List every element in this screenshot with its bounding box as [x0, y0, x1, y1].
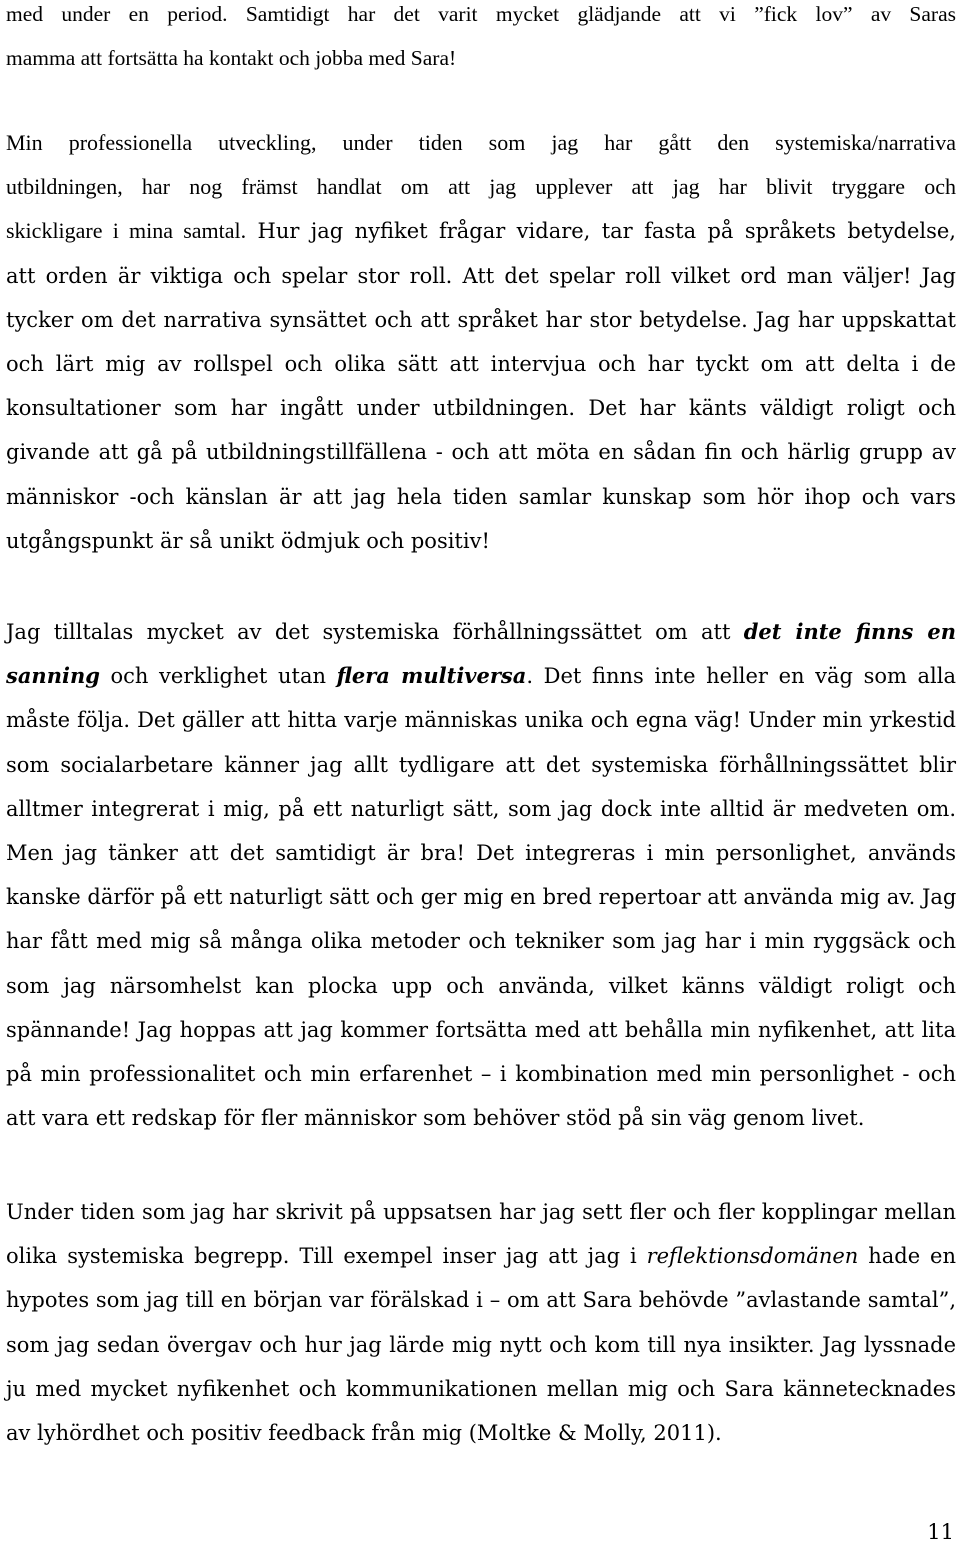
text-line: ju med mycket nyfikenhet och kommunikationen mellan mig och Sara kännetecknades — [6, 1376, 956, 1401]
text-line: har fått med mig så många olika metoder och tekniker som jag har i min ryggsäck och — [6, 929, 956, 954]
text-line: spännande! Jag hoppas att jag kommer fortsätta med att behålla min nyfikenhet, att lita — [6, 1017, 956, 1042]
text-line — [6, 610, 956, 654]
text-line — [6, 1234, 956, 1278]
paragraph-professional-development — [6, 121, 956, 563]
text-line: som socialarbetare känner jag allt tydligare att det systemiska förhållningssättet blir — [6, 752, 956, 777]
text-segment: hade en — [858, 1244, 956, 1269]
page-number: 11 — [927, 1520, 954, 1544]
text-line: kanske därför på ett naturligt sätt och ger mig en bred repertoar att använda mig av. Jag — [6, 885, 957, 910]
document-page — [6, 0, 956, 1543]
text-line: konsultationer som har ingått under utbildningen. Det har känts väldigt roligt och — [6, 396, 956, 421]
text-line: alltmer integrerat i mig, på ett naturligt sätt, som jag dock inte alltid är medveten om. — [6, 796, 956, 821]
text-line: att orden är viktiga och spelar stor roll. Att det spelar roll vilket ord man väljer! Jag — [6, 263, 956, 288]
text-line: att vara ett redskap för fler människor som behöver stöd på sin väg genom livet. — [6, 1106, 865, 1131]
text-segment: Jag tilltalas mycket av det systemiska förhållningssättet om att — [6, 620, 744, 644]
text-line: hypotes som jag till en början var förälskad i – om att Sara behövde ”avlastande samtal”, — [6, 1288, 956, 1313]
text-line — [6, 654, 956, 698]
text-line: utbildningen, har nog främst handlat om att jag upplever att jag har blivit tryggare och — [6, 174, 956, 200]
text-line: utgångspunkt är så unikt ödmjuk och positiv! — [6, 528, 490, 553]
text-line: på min professionalitet och min erfarenhet – i kombination med min personlighet - och — [6, 1062, 956, 1087]
emphasis-text: sanning — [6, 663, 100, 689]
text-line: och lärt mig av rollspel och olika sätt att intervjua och har tyckt om att delta i de — [6, 352, 956, 377]
text-line: tycker om det narrativa synsättet och att språket har stor betydelse. Jag har uppskattat — [6, 307, 956, 332]
text-line: med under en period. Samtidigt har det varit mycket glädjande att vi ”fick lov” av Saras — [6, 2, 956, 26]
text-line: mamma att fortsätta ha kontakt och jobba med Sara! — [6, 46, 457, 70]
emphasis-text: reflektionsdomänen — [646, 1244, 859, 1269]
text-segment: . Det finns inte heller en väg som alla — [526, 664, 956, 689]
text-line: människor -och känslan är att jag hela tiden samlar kunskap som hör ihop och vars — [6, 484, 956, 509]
text-segment: olika systemiska begrepp. Till exempel inser jag att jag i — [6, 1244, 647, 1269]
paragraph-essay-reflections — [6, 1190, 956, 1455]
paragraph-systemic-approach — [6, 610, 956, 1140]
emphasis-text: det inte finns en — [743, 619, 956, 644]
text-segment: Hur jag nyfiket frågar vidare, tar fasta på språkets betydelse, — [246, 219, 956, 244]
text-line: som jag närsomhelst kan plocka upp och använda, vilket känns väldigt roligt och — [6, 973, 956, 998]
text-line: som jag sedan övergav och hur jag lärde mig nytt och kom till nya insikter. Jag lyssnade — [6, 1332, 956, 1357]
text-line: måste följa. Det gäller att hitta varje människas unika och egna väg! Under min yrkestid — [6, 708, 956, 733]
text-line: Min professionella utveckling, under tiden som jag har gått den systemiska/narrativa — [6, 130, 956, 155]
text-line — [6, 209, 956, 253]
text-segment: och verklighet utan — [99, 664, 337, 689]
text-line: Men jag tänker att det samtidigt är bra! Det integreras i min personlighet, används — [6, 841, 956, 866]
intro-paragraph — [6, 0, 956, 80]
text-line: av lyhördhet och positiv feedback från mig (Moltke & Molly, 2011). — [6, 1421, 722, 1446]
text-segment: skickligare i mina samtal. — [6, 218, 247, 244]
text-line: Under tiden som jag har skrivit på uppsatsen har jag sett fler och fler kopplingar mellan — [6, 1200, 956, 1224]
text-line: givande att gå på utbildningstillfällena - och att möta en sådan fin och härlig grupp av — [6, 440, 956, 465]
emphasis-text: flera multiversa — [336, 663, 527, 689]
